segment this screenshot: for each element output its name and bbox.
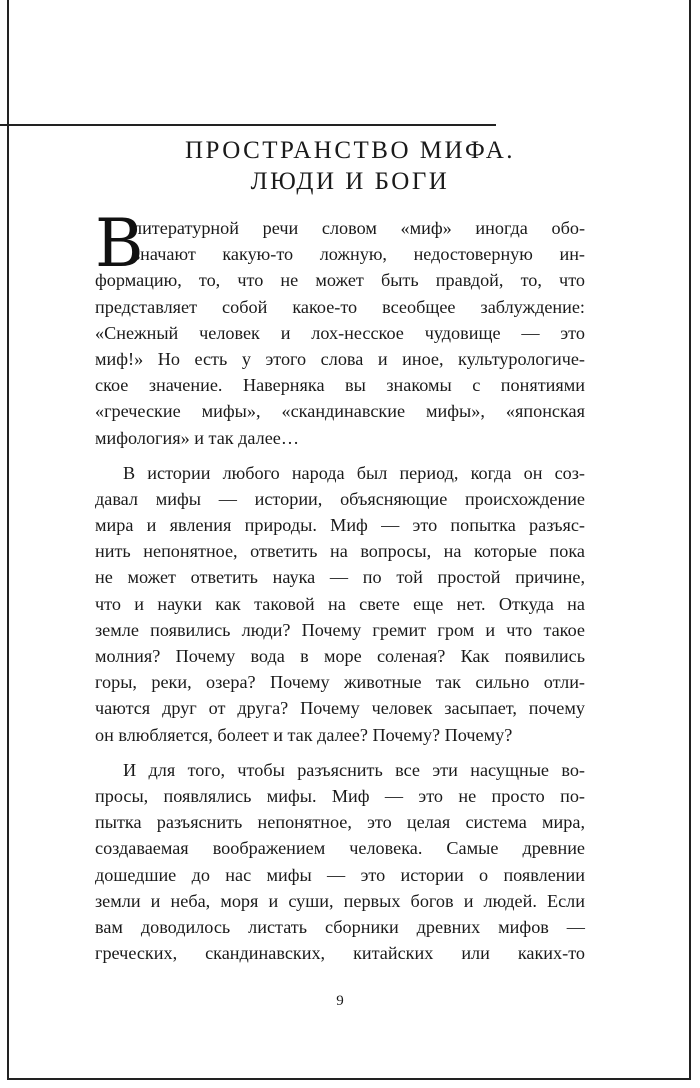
text-line: формацию, то, что не может быть правдой, то, что — [95, 270, 585, 291]
text-line: молния? Почему вода в море соленая? Как появились — [95, 646, 585, 666]
text-line: мира и явления природы. Миф — это попытка разъяс- — [95, 515, 585, 536]
text-line: что и науки как таковой на свете еще нет. Откуда на — [95, 593, 585, 614]
text-line: не может ответить наука — по той простой причине, — [95, 567, 585, 588]
drop-cap: В — [95, 205, 144, 282]
text-line: нить непонятное, ответить на вопросы, на которые пока — [95, 541, 585, 562]
page-number: 9 — [336, 993, 344, 1009]
text-line: он влюбляется, болеет и так далее? Почему? Почему? — [95, 724, 513, 745]
chapter-title-line-2: ЛЮДИ И БОГИ — [250, 168, 450, 195]
text-line: В истории любого народа был период, когда он соз- — [123, 462, 585, 483]
text-line: представляет собой какое-то всеобщее заблуждение: — [95, 296, 585, 317]
text-line: горы, реки, озера? Почему животные так сильно отли- — [95, 672, 585, 693]
text-line: создаваемая воображением человека. Самые древние — [95, 838, 585, 859]
paragraph-3 — [95, 757, 585, 967]
text-line: «греческие мифы», «скандинавские мифы», «японская — [95, 401, 585, 422]
body-text — [95, 205, 585, 975]
text-line: вам доводилось листать сборники древних мифов — — [95, 916, 585, 937]
text-line: давал мифы — истории, объясняющие происхождение — [95, 488, 585, 509]
text-line: миф!» Но есть у этого слова и иное, культурологиче- — [95, 348, 585, 369]
text-line: пытка разъяснить непонятное, это целая система мира, — [95, 812, 585, 833]
text-line: греческих, скандинавских, китайских или каких-то — [95, 943, 585, 964]
text-line: мифология» и так далее… — [95, 427, 300, 448]
text-line: дошедшие до нас мифы — это истории о появлении — [95, 864, 585, 885]
text-line: земле появились люди? Почему гремит гром и что такое — [95, 619, 585, 640]
text-line: значают какую-то ложную, недостоверную ин- — [133, 244, 585, 265]
text-line: литературной речи словом «миф» иногда обо- — [133, 218, 585, 238]
text-line: ское значение. Наверняка вы знакомы с понятиями — [95, 375, 585, 396]
text-line: И для того, чтобы разъяснить все эти насущные во- — [123, 759, 585, 780]
chapter-rule — [0, 124, 496, 126]
text-line: земли и неба, моря и суши, первых богов и людей. Если — [95, 890, 585, 911]
paragraph-2 — [95, 460, 585, 748]
chapter-title-line-1: ПРОСТРАНСТВО МИФА. — [184, 137, 516, 164]
chapter-title — [100, 135, 600, 197]
paragraph-1 — [95, 205, 585, 451]
text-line: «Снежный человек и лох-несское чудовище — это — [95, 322, 585, 343]
text-line: чаются друг от друга? Почему человек засыпает, почему — [95, 698, 585, 719]
text-line: просы, появлялись мифы. Миф — это не просто по- — [95, 785, 585, 806]
